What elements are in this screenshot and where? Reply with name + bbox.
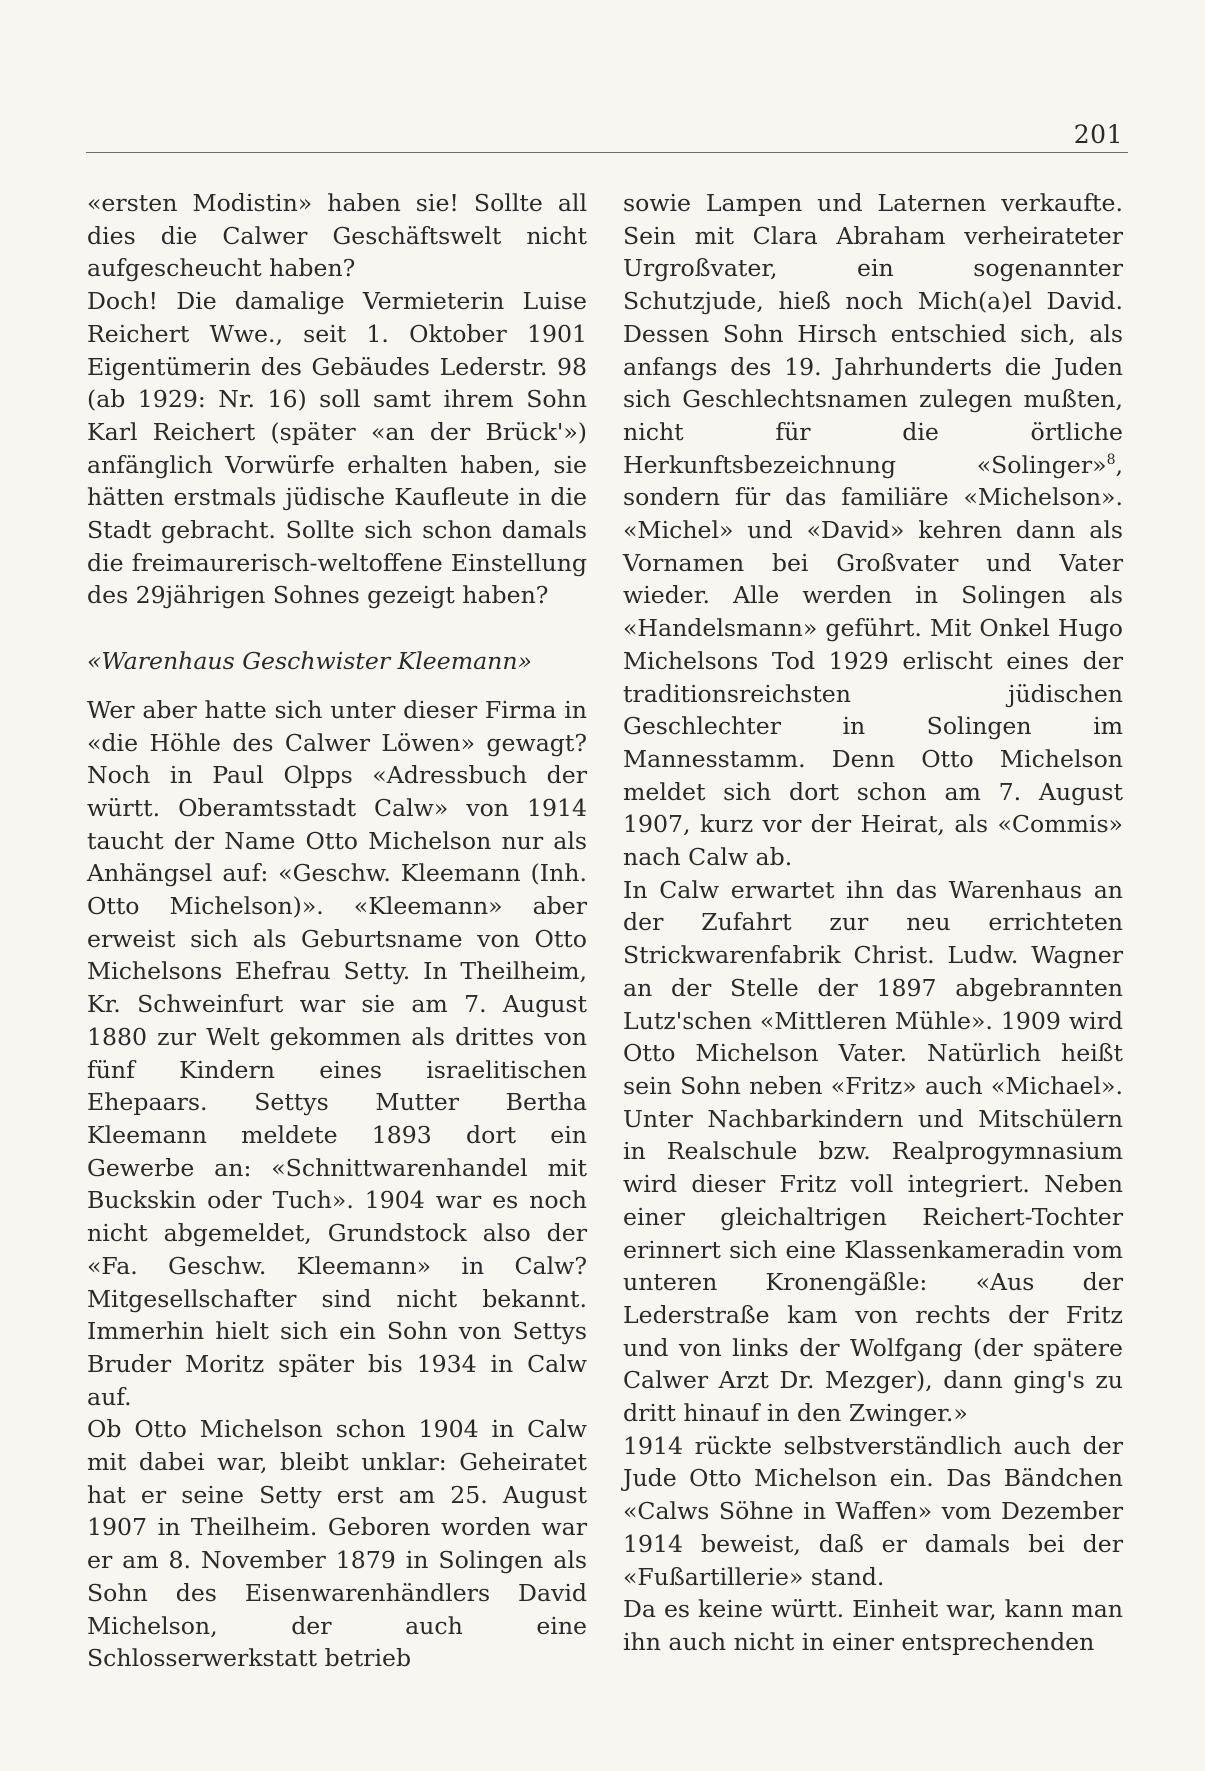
- paragraph: Da es keine württ. Einheit war, kann man ihn auch nicht in einer entsprechenden: [623, 1595, 1123, 1656]
- section-heading: «Warenhaus Geschwister Kleemann»: [87, 647, 532, 676]
- paragraph-text: sowie Lampen und Laternen verkaufte. Sein mit Clara Abraham verheirateter Urgroßvater, ein sogenannter Schutzjude, hieß noch Mich(a)el David. Dessen Sohn Hirsch entschied sich, als anfangs des 19. Jahrhunderts die Juden sich Geschlechtsnamen zulegen mußten, nicht für die örtliche Herkunftsbezeichnung «Solinger»: [623, 189, 1123, 479]
- footnote-marker: 8: [1106, 451, 1116, 468]
- paragraph-text: , sondern für das familiäre «Michelson». «Michel» und «David» kehren dann als Vornamen bei Großvater und Vater wieder. Alle werden in Solingen als «Handelsmann» geführt. Mit Onkel Hugo Michelsons Tod 1929 erlischt eines der traditionsreichsten jüdischen Geschlechter in Solingen im Mannesstamm. Denn Otto Michelson meldet sich dort schon am 7. August 1907, kurz vor der Heirat, als «Commis» nach Calw ab.: [623, 450, 1123, 872]
- left-column: [87, 187, 587, 1675]
- paragraph: In Calw erwartet ihn das Warenhaus an der Zufahrt zur neu errichteten Strickwarenfabrik Christ. Ludw. Wagner an der Stelle der 1897 abgebrannten Lutz'schen «Mittleren Mühle». 1909 wird Otto Michelson Vater. Natürlich heißt sein Sohn neben «Fritz» auch «Michael». Unter Nachbarkindern und Mitschülern in Realschule bzw. Realprogymnasium wird dieser Fritz voll integriert. Neben einer gleichaltrigen Reichert-Tochter erinnert sich eine Klassenkameradin vom unteren Kronengäßle: «Aus der Lederstraße kam von rechts der Fritz und von links der Wolfgang (der spätere Calwer Arzt Dr. Mezger), dann ging's zu dritt hinauf in den Zwinger.»: [623, 875, 1123, 1428]
- page-number: 201: [1073, 120, 1123, 149]
- right-column: [623, 187, 1123, 1659]
- paragraph: Ob Otto Michelson schon 1904 in Calw mit dabei war, bleibt unklar: Geheiratet hat er seine Setty erst am 25. August 1907 in Theilheim. Geboren worden war er am 8. November 1879 in Solingen als Sohn des Eisenwarenhändlers David Michelson, der auch eine Schlosserwerkstatt betrieb: [87, 1415, 587, 1673]
- paragraph: [623, 187, 1123, 874]
- paragraph: Wer aber hatte sich unter dieser Firma in «die Höhle des Calwer Löwen» gewagt? Noch in Paul Olpps «Adressbuch der württ. Oberamtsstadt Calw» von 1914 taucht der Name Otto Michelson nur als Anhängsel auf: «Geschw. Kleemann (Inh. Otto Michelson)». «Kleemann» aber erweist sich als Geburtsname von Otto Michelsons Ehefrau Setty. In Theilheim, Kr. Schweinfurt war sie am 7. August 1880 zur Welt gekommen als drittes von fünf Kindern eines israelitischen Ehepaars. Settys Mutter Bertha Kleemann meldete 1893 dort ein Gewerbe an: «Schnittwarenhandel mit Buckskin oder Tuch». 1904 war es noch nicht abgemeldet, Grundstock also der «Fa. Geschw. Kleemann» in Calw? Mitgesellschafter sind nicht bekannt. Immerhin hielt sich ein Sohn von Settys Bruder Moritz später bis 1934 in Calw auf.: [87, 695, 587, 1411]
- header-rule: [86, 152, 1128, 153]
- paragraph: «ersten Modistin» haben sie! Sollte all dies die Calwer Geschäftswelt nicht aufgescheucht haben?: [87, 189, 587, 283]
- paragraph: 1914 rückte selbstverständlich auch der Jude Otto Michelson ein. Das Bändchen «Calws Söhne in Waffen» vom Dezember 1914 beweist, daß er damals bei der «Fußartillerie» stand.: [623, 1431, 1123, 1591]
- paragraph: Doch! Die damalige Vermieterin Luise Reichert Wwe., seit 1. Oktober 1901 Eigentümerin des Gebäudes Lederstr. 98 (ab 1929: Nr. 16) soll samt ihrem Sohn Karl Reichert (später «an der Brück'») anfänglich Vorwürfe erhalten haben, sie hätten erstmals jüdische Kaufleute in die Stadt gebracht. Sollte sich schon damals die freimaurerisch-weltoffene Einstellung des 29jährigen Sohnes gezeigt haben?: [87, 287, 587, 610]
